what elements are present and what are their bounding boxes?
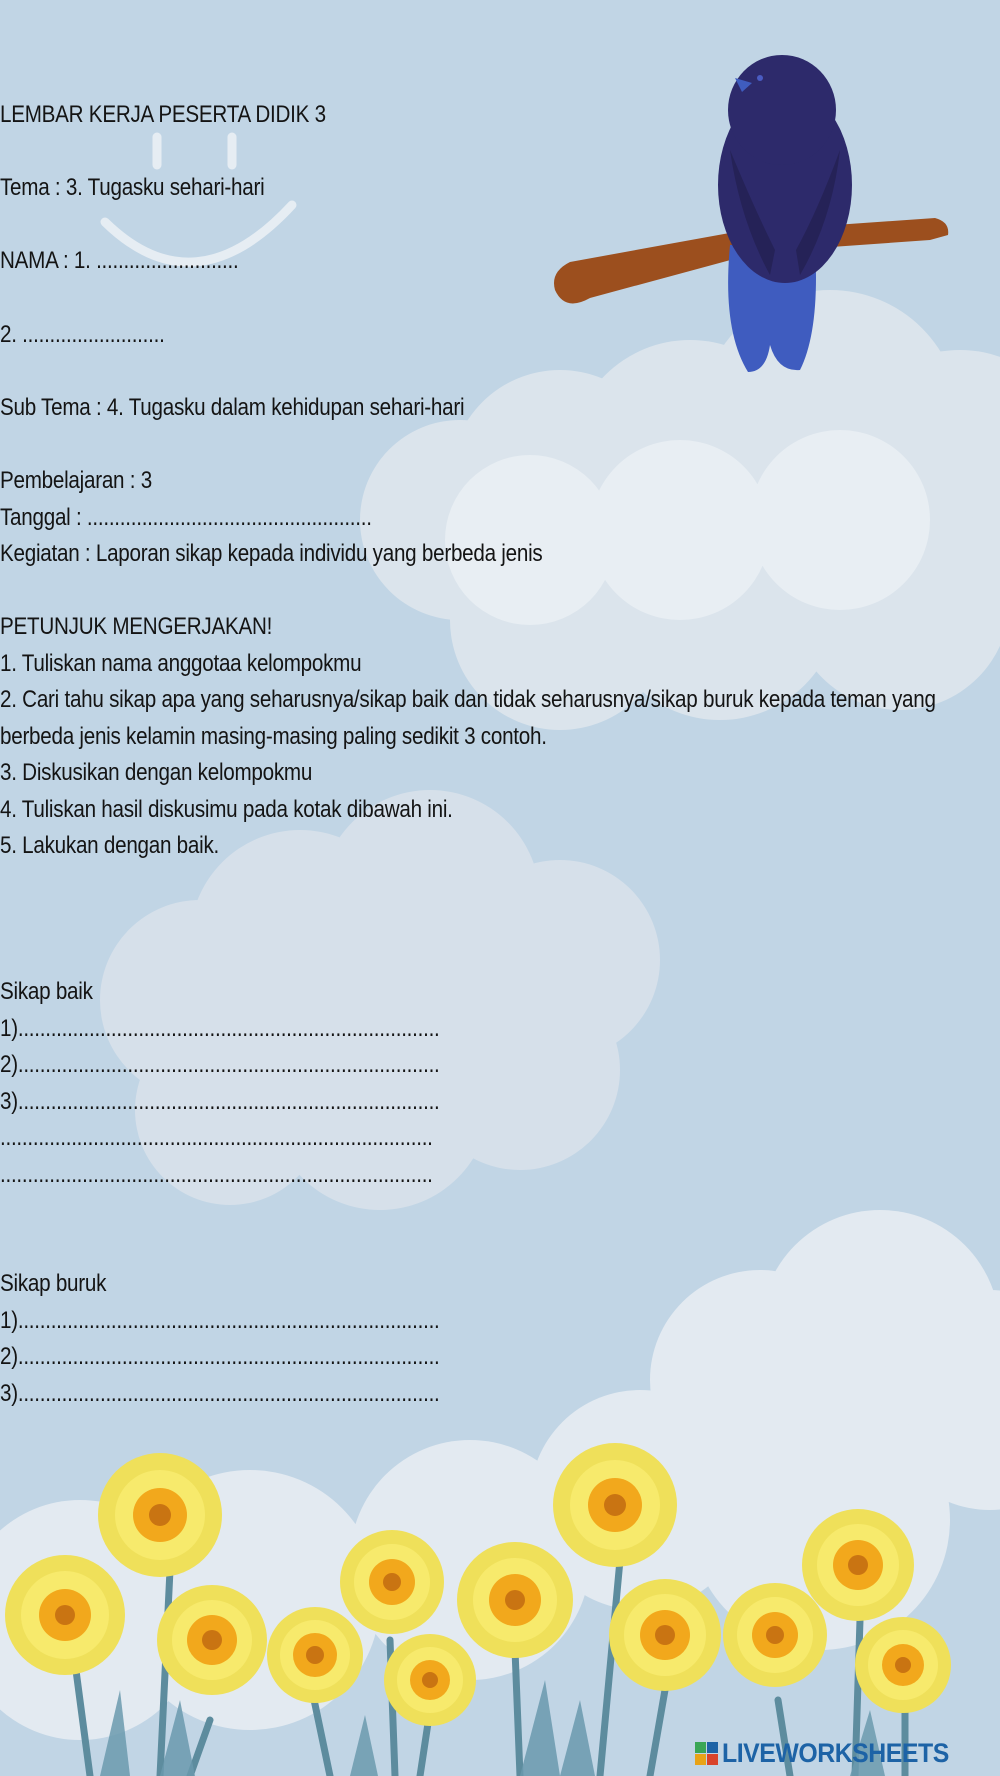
liveworksheets-logo xyxy=(695,1738,969,1768)
sikap-baik-line-3[interactable]: 3)............................................................................. xyxy=(0,1088,440,1115)
kegiatan-line: Kegiatan : Laporan sikap kepada individu yang berbeda jenis xyxy=(0,540,543,567)
sikap-buruk-heading: Sikap buruk xyxy=(0,1270,107,1297)
sikap-baik-heading: Sikap baik xyxy=(0,978,93,1005)
brand-text: LIVEWORKSHEETS xyxy=(722,1737,949,1768)
petunjuk-item-5: 5. Lakukan dengan baik. xyxy=(0,832,219,859)
sikap-buruk-line-3[interactable]: 3)............................................................................. xyxy=(0,1380,440,1407)
nama-line-1[interactable]: NAMA : 1. .......................... xyxy=(0,247,239,274)
sikap-baik-line-2[interactable]: 2)............................................................................. xyxy=(0,1051,440,1078)
petunjuk-heading: PETUNJUK MENGERJAKAN! xyxy=(0,613,273,640)
petunjuk-item-1: 1. Tuliskan nama anggotaa kelompokmu xyxy=(0,650,362,677)
petunjuk-item-4: 4. Tuliskan hasil diskusimu pada kotak dibawah ini. xyxy=(0,796,453,823)
tanggal-line[interactable]: Tanggal : .................................................... xyxy=(0,504,372,531)
nama-line-2[interactable]: 2. .......................... xyxy=(0,321,165,348)
petunjuk-item-3: 3. Diskusikan dengan kelompokmu xyxy=(0,759,313,786)
petunjuk-item-2: 2. Cari tahu sikap apa yang seharusnya/sikap baik dan tidak seharusnya/sikap buruk kepada teman yang berbeda jenis kelamin masing-masing paling sedikit 3 contoh. xyxy=(0,686,936,750)
sikap-buruk-line-1[interactable]: 1)............................................................................. xyxy=(0,1307,440,1334)
sikap-buruk-line-2[interactable]: 2)............................................................................. xyxy=(0,1343,440,1370)
pembelajaran-line: Pembelajaran : 3 xyxy=(0,467,152,494)
sikap-baik-line-5[interactable]: ............................................................................... xyxy=(0,1161,433,1188)
sikap-baik-line-1[interactable]: 1)............................................................................. xyxy=(0,1015,440,1042)
worksheet-title: LEMBAR KERJA PESERTA DIDIK 3 xyxy=(0,101,326,128)
sub-tema-line: Sub Tema : 4. Tugasku dalam kehidupan sehari-hari xyxy=(0,394,465,421)
sikap-baik-line-4[interactable]: ............................................................................... xyxy=(0,1124,433,1151)
logo-cubes-icon xyxy=(695,1742,718,1765)
tema-line: Tema : 3. Tugasku sehari-hari xyxy=(0,174,265,201)
